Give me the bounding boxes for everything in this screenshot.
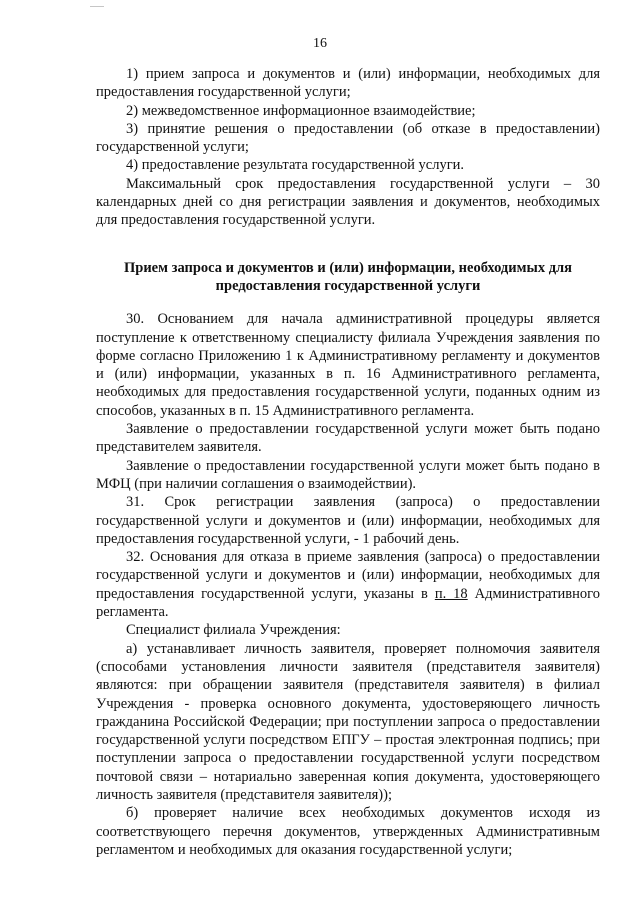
procedure-item-2: 2) межведомственное информационное взаимодействие; xyxy=(126,102,476,119)
section-heading xyxy=(96,259,600,296)
page-number: 16 xyxy=(313,36,327,51)
procedure-item-3: 3) принятие решения о предоставлении (об отказе в предоставлении) государственной услуги; xyxy=(96,120,600,156)
scan-artifact-mark xyxy=(90,6,104,7)
section-heading-line-2: предоставления государственной услуги xyxy=(215,277,481,294)
mfc-application-paragraph: Заявление о предоставлении государственной услуги может быть подано в МФЦ (при наличии соглашения о взаимодействии). xyxy=(96,457,600,492)
section-heading-line-1: Прием запроса и документов и (или) информации, необходимых для xyxy=(123,259,573,276)
specialist-intro-paragraph: Специалист филиала Учреждения: xyxy=(126,622,341,639)
maximum-term-paragraph: Максимальный срок предоставления государственной услуги – 30 календарных дней со дня регистрации заявления и документов, необходимых для предоставления государственной услуги. xyxy=(96,175,600,229)
paragraph-32-text-before-reference: 32. Основания для отказа в приеме заявления (запроса) о предоставлении государственной услуги и документов и (или) информации, необходимых для предоставления государственной услуги, указаны в xyxy=(96,549,600,602)
paragraph-31: 31. Срок регистрации заявления (запроса) о предоставлении государственной услуги и документов и (или) информации, необходимых для предоставления государственной услуги, - 1 рабочий день. xyxy=(96,494,600,547)
specialist-action-a: а) устанавливает личность заявителя, проверяет полномочия заявителя (способами установления личности заявителя (представителя заявителя) являются: при обращении заявителя (представителя заявителя) в филиал Учреждения - проверка основного документа, удостоверяющего личность гражданина Российской Федерации; при поступлении запроса о предоставлении государственной услуги посредством ЕПГУ – простая электронная подпись; при поступлении запроса о предоставлении государственной услуги посредством почтовой связи – нотариально заверенная копия документа, удостоверяющего личность заявителя (представителя заявителя)); xyxy=(96,640,600,803)
procedure-item-4: 4) предоставление результата государственной услуги. xyxy=(126,157,465,174)
paragraph-18-reference-link[interactable]: п. 18 xyxy=(434,585,468,602)
paragraph-32-text-after-reference: Административного регламента. xyxy=(96,585,601,621)
specialist-action-b: б) проверяет наличие всех необходимых документов исходя из соответствующего перечня документов, утвержденных Административным регламентом и необходимых для оказания государственной услуги; xyxy=(96,805,600,858)
representative-application-paragraph: Заявление о предоставлении государственной услуги может быть подано представителем заявителя. xyxy=(96,421,600,456)
procedure-item-1: 1) прием запроса и документов и (или) информации, необходимых для предоставления государственной услуги; xyxy=(96,66,600,101)
document-content xyxy=(96,65,600,859)
paragraph-30: 30. Основанием для начала административной процедуры является поступление к ответственному специалисту филиала Учреждения заявления по форме согласно Приложению 1 к Административному регламенту и документов и (или) информации, указанных в п. 16 Административного регламента, необходимых для предоставления государственной услуги, поданных одним из способов, указанных в п. 15 Административного регламента. xyxy=(96,311,600,419)
paragraph-32 xyxy=(96,548,600,621)
